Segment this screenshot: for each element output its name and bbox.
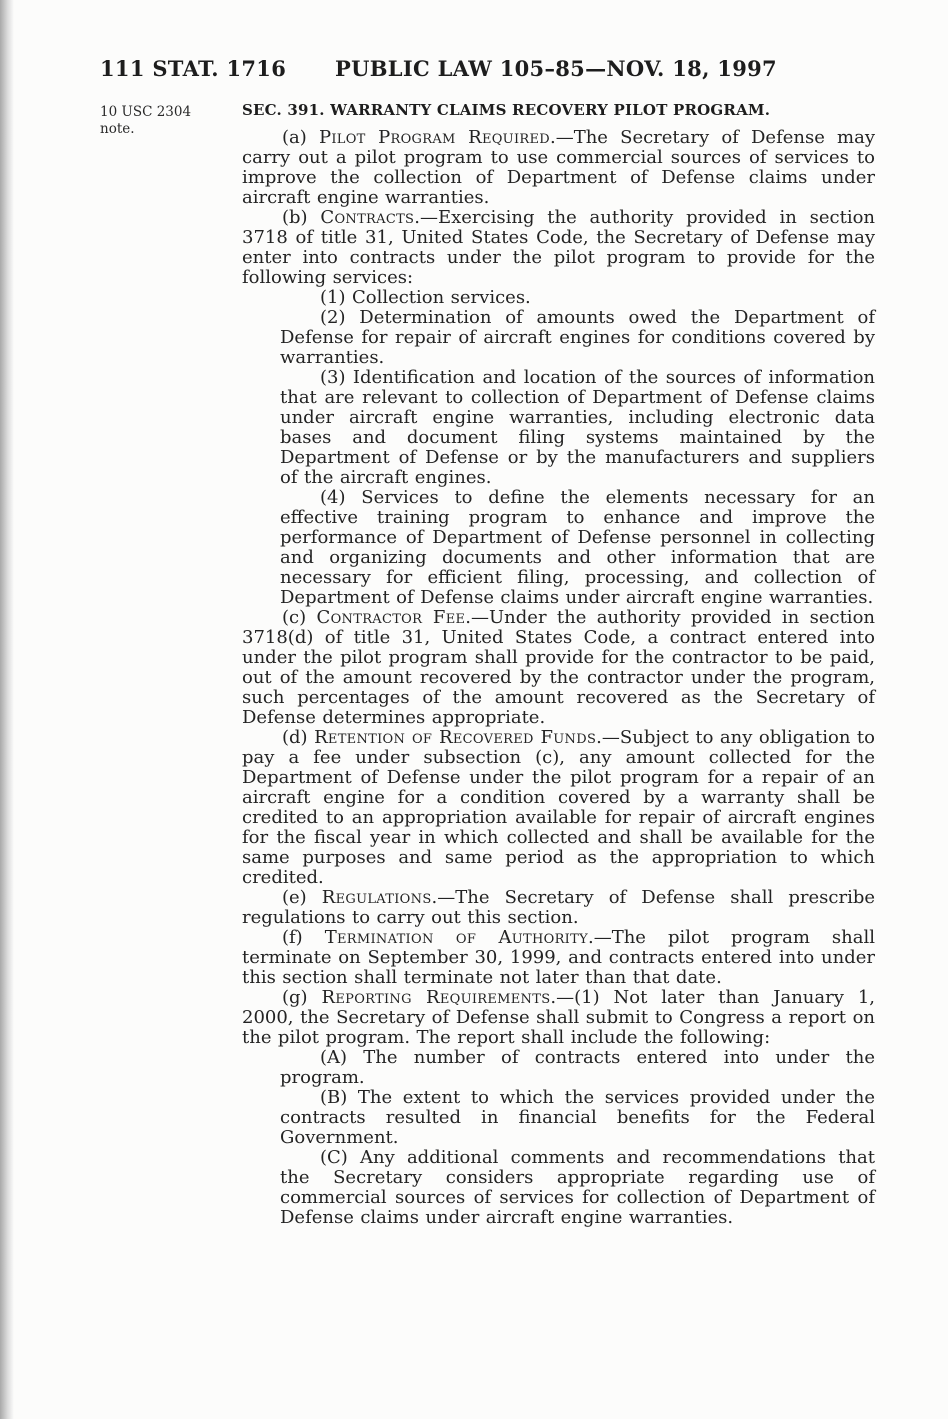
- paragraph-b: (b) Contracts.—Exercising the authority provided in section 3718 of title 31, United States Code, the Secretary of Defense may enter into contracts under the pilot program to provide for the following services:: [242, 207, 876, 288]
- paragraph-a: (a) Pilot Program Required.—The Secretary of Defense may carry out a pilot program to use commercial sources of services to improve the collection of Department of Defense claims under aircraft engine warranties.: [242, 127, 875, 208]
- paragraph-e: (e) Regulations.—The Secretary of Defense shall prescribe regulations to carry out this section.: [242, 887, 875, 928]
- subsection-heading: Termination of Authority: [324, 927, 588, 948]
- paragraph-4: (4) Services to define the elements necessary for an effective training program to enhance and improve the performance of Department of Defense personnel in collecting and organizing documents and other information that are necessary for efficient filing, processing, and collection of Department of Defense claims under aircraft engine warranties.: [280, 487, 875, 608]
- subsection-heading: Retention of Recovered Funds: [314, 727, 597, 748]
- scan-edge-shadow: [0, 0, 14, 1419]
- uscode-margin-note: 10 USC 2304 note.: [100, 104, 192, 137]
- paragraph-g: (g) Reporting Requirements.—(1) Not later than January 1, 2000, the Secretary of Defense shall submit to Congress a report on the pilot program. The report shall include the following:: [242, 987, 875, 1048]
- paragraph-d: (d) Retention of Recovered Funds.—Subject to any obligation to pay a fee under subsection (c), any amount collected for the Department of Defense under the pilot program for a repair of an aircraft engine for a condition covered by a warranty shall be credited to an appropriation available for repair of aircraft engines for the fiscal year in which collected and shall be available for the same purposes and same period as the appropriation to which credited.: [242, 727, 876, 888]
- subsection-heading: Contracts: [320, 207, 415, 228]
- subsection-heading: Pilot Program Required: [318, 127, 550, 148]
- stat-page-number: 111 STAT. 1716: [100, 56, 287, 81]
- public-law-title: PUBLIC LAW 105–85—NOV. 18, 1997: [335, 56, 777, 81]
- paragraph-f: (f) Termination of Authority.—The pilot program shall terminate on September 30, 1999, and contracts entered into under this section shall terminate not later than that date.: [242, 927, 875, 988]
- paragraph-1: (1) Collection services.: [320, 287, 531, 308]
- body-paragraphs: [242, 128, 875, 1228]
- subsection-heading: Regulations: [321, 887, 432, 908]
- paragraph-3: (3) Identification and location of the sources of information that are relevant to collection of Department of Defense claims under aircraft engine warranties, including electronic data bases and document filing systems maintained by the Department of Defense or by the manufacturers and suppliers of the aircraft engines.: [280, 367, 875, 488]
- subsection-heading: Contractor Fee: [316, 607, 466, 628]
- section-heading: SEC. 391. WARRANTY CLAIMS RECOVERY PILOT PROGRAM.: [242, 101, 771, 119]
- statute-body: [242, 101, 875, 1228]
- paragraph-c: (c) Contractor Fee.—Under the authority provided in section 3718(d) of title 31, United States Code, a contract entered into under the pilot program shall provide for the contractor to be paid, out of the amount recovered by the contractor under the program, such percentages of the amount recovered as the Secretary of Defense determines appropriate.: [242, 607, 875, 728]
- subsection-heading: Reporting Requirements: [321, 987, 551, 1008]
- paragraph-A: (A) The number of contracts entered into under the program.: [280, 1047, 875, 1088]
- paragraph-C: (C) Any additional comments and recommendations that the Secretary considers appropriate regarding use of commercial sources of services for collection of Department of Defense claims under aircraft engine warranties.: [280, 1147, 875, 1228]
- paragraph-B: (B) The extent to which the services provided under the contracts resulted in financial benefits for the Federal Government.: [280, 1087, 875, 1148]
- page-header: [0, 56, 948, 84]
- paragraph-2: (2) Determination of amounts owed the Department of Defense for repair of aircraft engines for conditions covered by warranties.: [280, 307, 875, 368]
